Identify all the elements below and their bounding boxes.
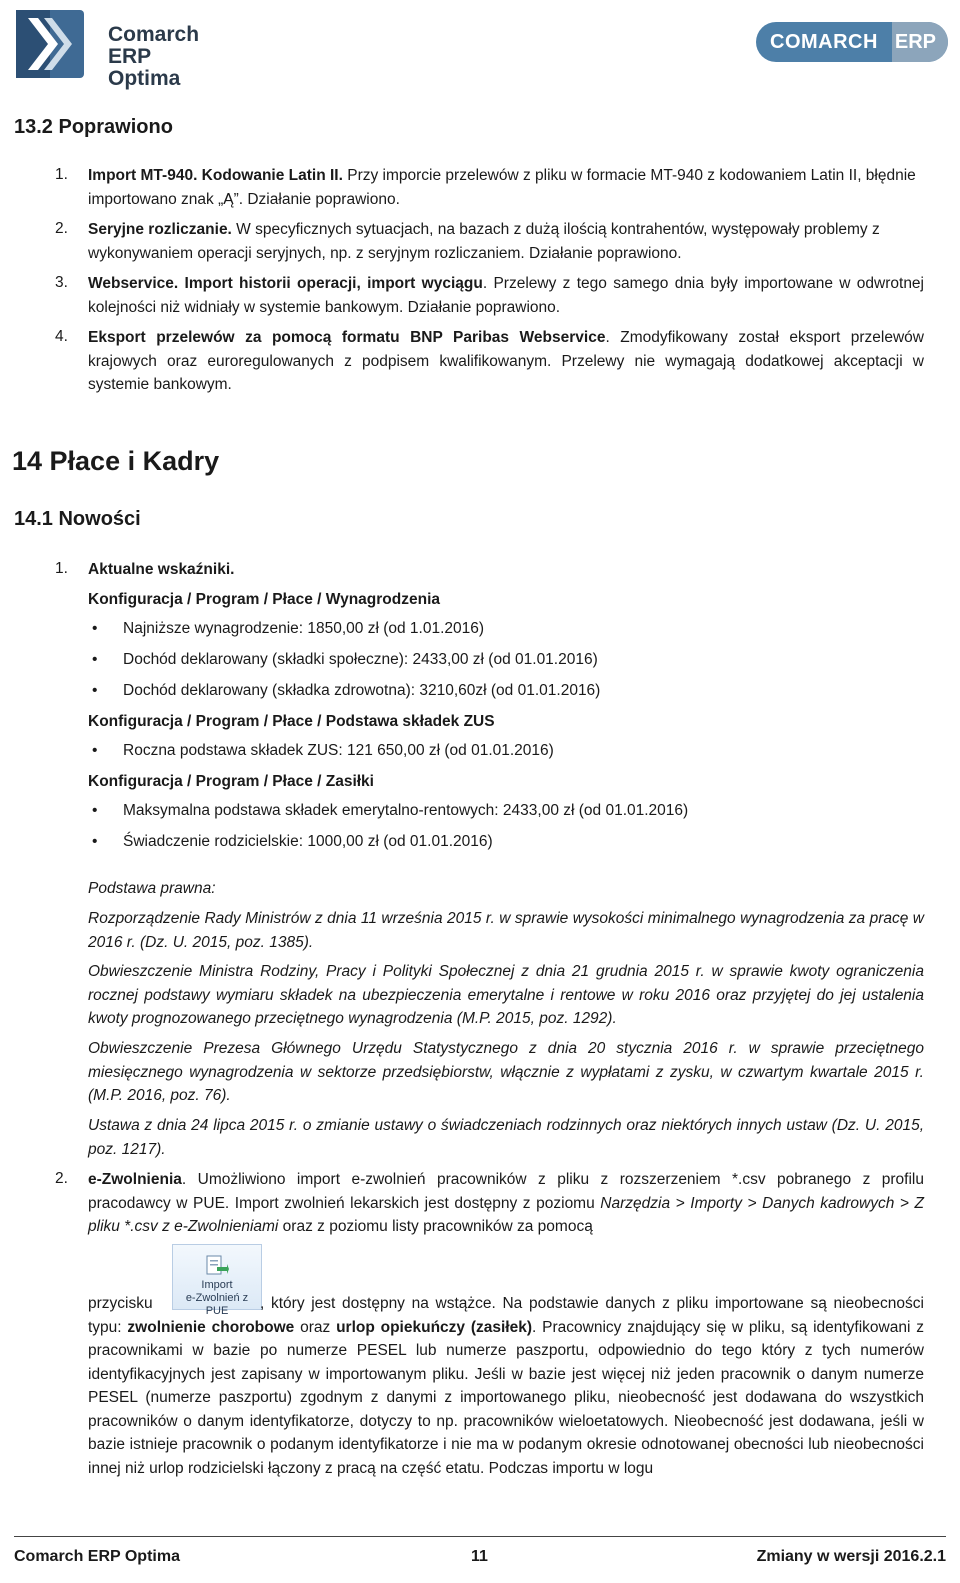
page-header xyxy=(0,0,960,95)
chapter-14-title: 14 Płace i Kadry xyxy=(12,446,220,476)
legal-reference: Obwieszczenie Ministra Rodziny, Pracy i Polityki Społecznej z dnia 21 grudnia 2015 r. w sprawie kwoty ograniczenia rocznej podstawy wymiaru składek na ubezpieczenia emerytalne i rentowe w roku 2016 oraz przyjętej do jej ustalenia kwoty prognozowanego przeciętnego wynagrodzenia (M.P. 2015, poz. 1292). xyxy=(88,963,924,1027)
item-heading: Webservice. Import historii operacji, import wyciągu xyxy=(88,275,483,292)
logo-main-text: COMARCH xyxy=(770,31,878,53)
config-path-zasilki: Konfiguracja / Program / Płace / Zasiłki xyxy=(88,773,374,790)
item-text: oraz z poziomu listy pracowników za pomocą xyxy=(278,1218,593,1235)
bullet-item: Maksymalna podstawa składek emerytalno-rentowych: 2433,00 zł (od 01.01.2016) xyxy=(123,802,689,819)
absence-type: zwolnienie chorobowe xyxy=(127,1318,295,1336)
list-item-e-zwolnienia xyxy=(88,1168,924,1239)
button-label-line-1: Import xyxy=(201,1279,233,1291)
list-item-seryjne-rozliczanie xyxy=(88,218,924,265)
bullet-icon: • xyxy=(92,682,98,699)
item-number: 1. xyxy=(55,166,68,183)
bullet-icon: • xyxy=(92,620,98,637)
list-item-webservice xyxy=(88,272,924,319)
item-number: 4. xyxy=(55,328,68,345)
legal-reference: Obwieszczenie Prezesa Głównego Urzędu Statystycznego z dnia 20 stycznia 2016 r. w sprawie przeciętnego miesięcznego wynagrodzenia w sektorze przedsiębiorstw, włącznie z wypłatami z zysku, w czwartym kwartale 2015 r. (M.P. 2016, poz. 76). xyxy=(88,1040,924,1104)
bullet-icon: • xyxy=(92,833,98,850)
logo-text xyxy=(108,24,244,90)
bullet-icon: • xyxy=(92,802,98,819)
item-number: 1. xyxy=(55,560,68,577)
footer-page-number: 11 xyxy=(471,1548,488,1565)
item-text: . Pracownicy znajdujący się w pliku, są identyfikowani z pracownikami w bazie po numerze PESEL lub numerze paszportu, odpowiednio do tego który z tych numerów identyfikacyjnych jest zapisany w importowanym pliku. Jeśli w bazie jest więcej niż jeden pracownik o danym numerze PESEL (numerze paszportu) zgodnym z danymi z importowanego pliku, nieobecność jest dodawana do wszystkich pracowników o danym identyfikatorze, dotyczy to np. pracowników wieloetatowych. Nieobecność jest dodawana, jeśli w bazie istnieje pracownik o podanym identyfikatorze i nie ma w podanym okresie odnotowanej obecności lub nieobecności innej niż urlop rodzicielski łączony z pracą na część etatu. Podczas importu w logu xyxy=(88,1318,924,1477)
config-path-podstawa-zus: Konfiguracja / Program / Płace / Podstawa składek ZUS xyxy=(88,713,495,730)
menu-path: Narzędzia > Importy > Danych kadrowych > Z pliku *.csv z e-Zwolnieniami xyxy=(88,1194,925,1235)
item-heading-aktualne: Aktualne wskaźniki. xyxy=(88,561,235,578)
list-item-import-mt940 xyxy=(88,164,924,211)
comarch-erp-logo xyxy=(756,22,948,62)
footer-divider xyxy=(14,1536,946,1537)
legal-basis-heading: Podstawa prawna: xyxy=(88,880,216,897)
page-footer xyxy=(0,1530,960,1583)
absence-type: urlop opiekuńczy (zasiłek) xyxy=(336,1318,533,1336)
legal-reference: Rozporządzenie Rady Ministrów z dnia 11 września 2015 r. w sprawie wysokości minimalnego wynagrodzenia za pracę w 2016 r. (Dz. U. 2015, poz. 1385). xyxy=(88,910,924,951)
list-item-e-zwolnienia-continued xyxy=(88,1292,924,1480)
footer-product: Comarch ERP Optima xyxy=(14,1548,180,1565)
item-text: . Zmodyfikowany został eksport przelewów krajowych oraz euroregulowanych z podpisem kwalifikowanym. Przelewy nie wymagają dodatkowej akceptacji w systemie bankowym. xyxy=(88,329,924,393)
comarch-erp-optima-logo xyxy=(14,8,244,90)
bullet-item: Najniższe wynagrodzenie: 1850,00 zł (od 1.01.2016) xyxy=(123,620,485,637)
optima-logo-icon xyxy=(14,8,86,80)
bullet-icon: • xyxy=(92,651,98,668)
bullet-item: Świadczenie rodzicielskie: 1000,00 zł (od 01.01.2016) xyxy=(123,833,493,850)
footer-version: Zmiany w wersji 2016.2.1 xyxy=(756,1548,946,1565)
logo-line-1: Comarch ERP xyxy=(108,23,200,68)
item-heading: Eksport przelewów za pomocą formatu BNP Paribas Webservice xyxy=(88,329,606,346)
bullet-item: Dochód deklarowany (składki społeczne): 2433,00 zł (od 01.01.2016) xyxy=(123,651,598,668)
item-heading: e-Zwolnienia xyxy=(88,1171,182,1188)
list-item-bnp-paribas xyxy=(88,326,924,397)
item-text: Przy imporcie przelewów z pliku w formacie MT-940 z kodowaniem Latin II, błędnie importowano znak „Ą”. Działanie poprawiono. xyxy=(88,167,916,208)
item-text: . Przelewy z tego samego dnia były importowane w odwrotnej kolejności niż widniały w systemie bankowym. Działanie poprawiono. xyxy=(88,275,924,316)
item-number: 3. xyxy=(55,274,68,291)
item-text: . Umożliwiono import e-zwolnień pracowników z pliku z rozszerzeniem *.csv pobranego z profilu pracodawcy w PUE. Import zwolnień lekarskich jest dostępny z poziomu xyxy=(88,1171,924,1212)
item-text: , który jest dostępny na wstążce. Na podstawie danych z pliku importowane są nieobecności typu: xyxy=(88,1295,924,1336)
item-text: W specyficznych sytuacjach, na bazach z dużą ilością kontrahentów, występowały problemy z wykonywaniem operacji seryjnych, np. z seryjnym rozliczaniem. Działanie poprawiono. xyxy=(88,221,880,262)
button-label-line-2: e-Zwolnień z PUE xyxy=(185,1292,249,1317)
bullet-item: Roczna podstawa składek ZUS: 121 650,00 zł (od 01.01.2016) xyxy=(123,742,554,759)
item-number: 2. xyxy=(55,220,68,237)
inline-text: przycisku xyxy=(88,1295,153,1312)
bullet-item: Dochód deklarowany (składka zdrowotna): 3210,60zł (od 01.01.2016) xyxy=(123,682,601,699)
bullet-icon: • xyxy=(92,742,98,759)
logo-line-2: Optima xyxy=(108,67,181,90)
section-13-2-title: 13.2 Poprawiono xyxy=(14,116,173,138)
logo-tag-text: ERP xyxy=(894,31,936,53)
import-icon xyxy=(203,1253,229,1277)
section-14-1-title: 14.1 Nowości xyxy=(14,508,141,530)
item-heading: Import MT-940. Kodowanie Latin II. xyxy=(88,167,343,184)
legal-reference: Ustawa z dnia 24 lipca 2015 r. o zmianie ustawy o świadczeniach rodzinnych oraz niektórych innych ustaw (Dz. U. 2015, poz. 1217). xyxy=(88,1117,924,1158)
config-path-wynagrodzenia: Konfiguracja / Program / Płace / Wynagrodzenia xyxy=(88,591,440,608)
item-text: oraz xyxy=(294,1318,337,1336)
item-number: 2. xyxy=(55,1170,68,1187)
item-heading: Seryjne rozliczanie. xyxy=(88,221,232,238)
